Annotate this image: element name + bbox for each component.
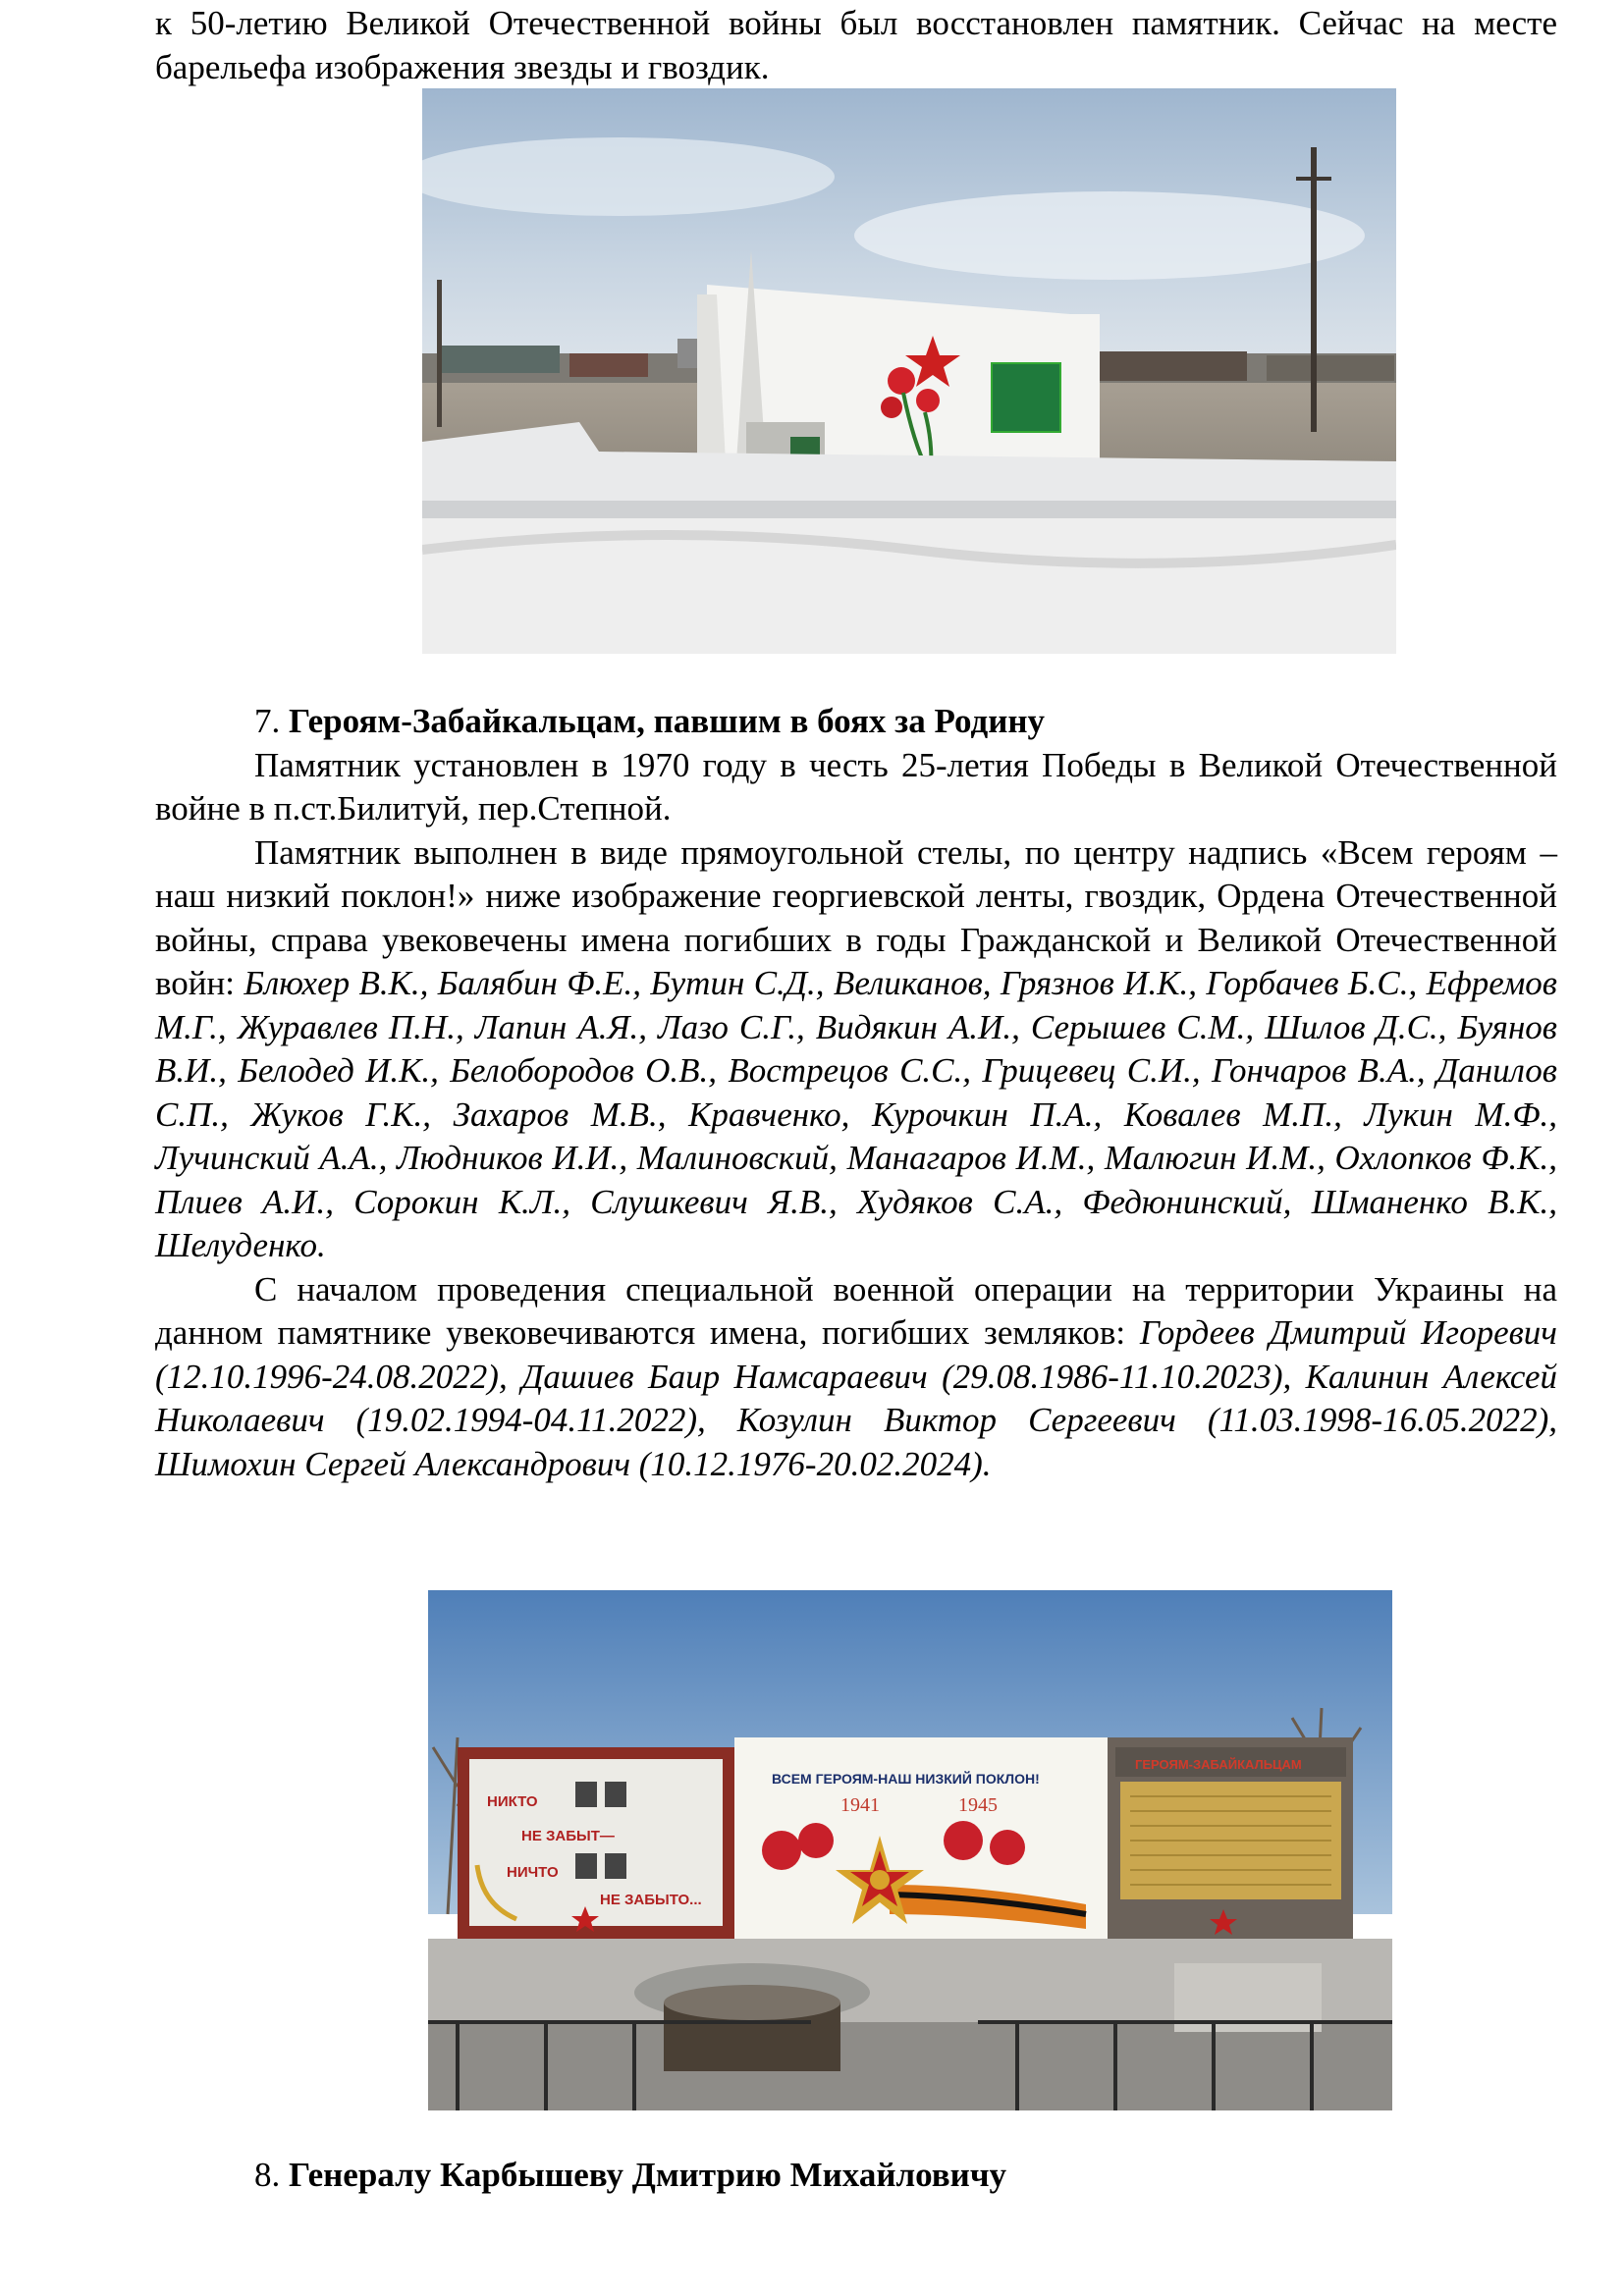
- memorial-photo-2: [428, 1590, 1392, 2110]
- left-panel-line-2: НЕ ЗАБЫТ—: [521, 1828, 615, 1844]
- section-8-title: Генералу Карбышеву Дмитрию Михайловичу: [289, 2156, 1007, 2194]
- section-7-paragraph-1: Памятник установлен в 1970 году в честь 25-летия Победы в Великой Отечественной войне в п.ст.Билитуй, пер.Степной.: [155, 745, 1557, 828]
- section-7-svo-names-list: Гордеев Дмитрий Игоревич (12.10.1996-24.08.2022), Дашиев Баир Намсараевич (29.08.1986-11.10.2023), Калинин Алексей Николаевич (19.02.1994-04.11.2022), Козулин Виктор Сергеевич (11.03.1998-16.05.2022), Шимохин Сергей Александрович (10.12.1976-20.02.2024).: [155, 1313, 1557, 1483]
- section-7: [155, 700, 1557, 1486]
- left-panel-line-1: НИКТО: [487, 1793, 538, 1810]
- section-7-paragraph-2: [155, 831, 1557, 1268]
- intro-paragraph-block: [155, 2, 1557, 89]
- section-8-heading: [155, 2154, 1557, 2198]
- intro-paragraph: к 50-летию Великой Отечественной войны был восстановлен памятник. Сейчас на месте барельефа изображения звезды и гвоздик.: [155, 4, 1557, 86]
- year-right: 1945: [958, 1794, 998, 1816]
- section-7-paragraph-3: [155, 1268, 1557, 1487]
- section-8-number: 8.: [254, 2156, 281, 2194]
- center-panel-sign: ВСЕМ ГЕРОЯМ-НАШ НИЗКИЙ ПОКЛОН!: [772, 1771, 1040, 1787]
- section-8: [155, 2154, 1557, 2198]
- section-7-paragraph-2-text: Памятник выполнен в виде прямоугольной стелы, по центру надпись «Всем героям – наш низкий поклон!» ниже изображение георгиевской ленты, гвоздик, Ордена Отечественной войны, справа увековечены имена погибших в годы Гражданской и Великой Отечественной войн:: [155, 832, 1557, 1002]
- left-panel-line-3: НИЧТО: [507, 1864, 559, 1881]
- section-7-title: Героям-Забайкальцам, павшим в боях за Родину: [289, 702, 1046, 740]
- memorial-photo-2-image: [428, 1590, 1392, 2110]
- left-panel-line-4: НЕ ЗАБЫТО...: [600, 1892, 702, 1908]
- section-7-paragraph-3-text: С началом проведения специальной военной операции на территории Украины на данном памятнике увековечиваются имена, погибших земляков:: [155, 1269, 1557, 1352]
- section-7-number: 7.: [254, 702, 281, 740]
- year-left: 1941: [840, 1794, 880, 1816]
- section-7-heading: [155, 700, 1557, 744]
- memorial-photo-1: [422, 88, 1396, 654]
- section-7-names-list: Блюхер В.К., Балябин Ф.Е., Бутин С.Д., Великанов, Грязнов И.К., Горбачев Б.С., Ефремов М.Г., Журавлев П.Н., Лапин А.Я., Лазо С.Г., Видякин А.И., Серышев С.М., Шилов Д.С., Буянов В.И., Белодед И.К., Белобородов О.В., Вострецов С.С., Грицевец С.И., Гончаров В.А., Данилов С.П., Жуков Г.К., Захаров М.В., Кравченко, Курочкин П.А., Ковалев М.П., Лукин М.Ф., Лучинский А.А., Людников И.И., Малиновский, Манагаров И.М., Малюгин И.М., Охлопков Ф.К., Плиев А.И., Сорокин К.Л., Слушкевич Я.В., Худяков С.А., Федюнинский, Шманенко В.К., Шелуденко.: [155, 964, 1557, 1264]
- memorial-photo-1-image: [422, 88, 1396, 654]
- right-panel-title: ГЕРОЯМ-ЗАБАЙКАЛЬЦАМ: [1135, 1757, 1302, 1772]
